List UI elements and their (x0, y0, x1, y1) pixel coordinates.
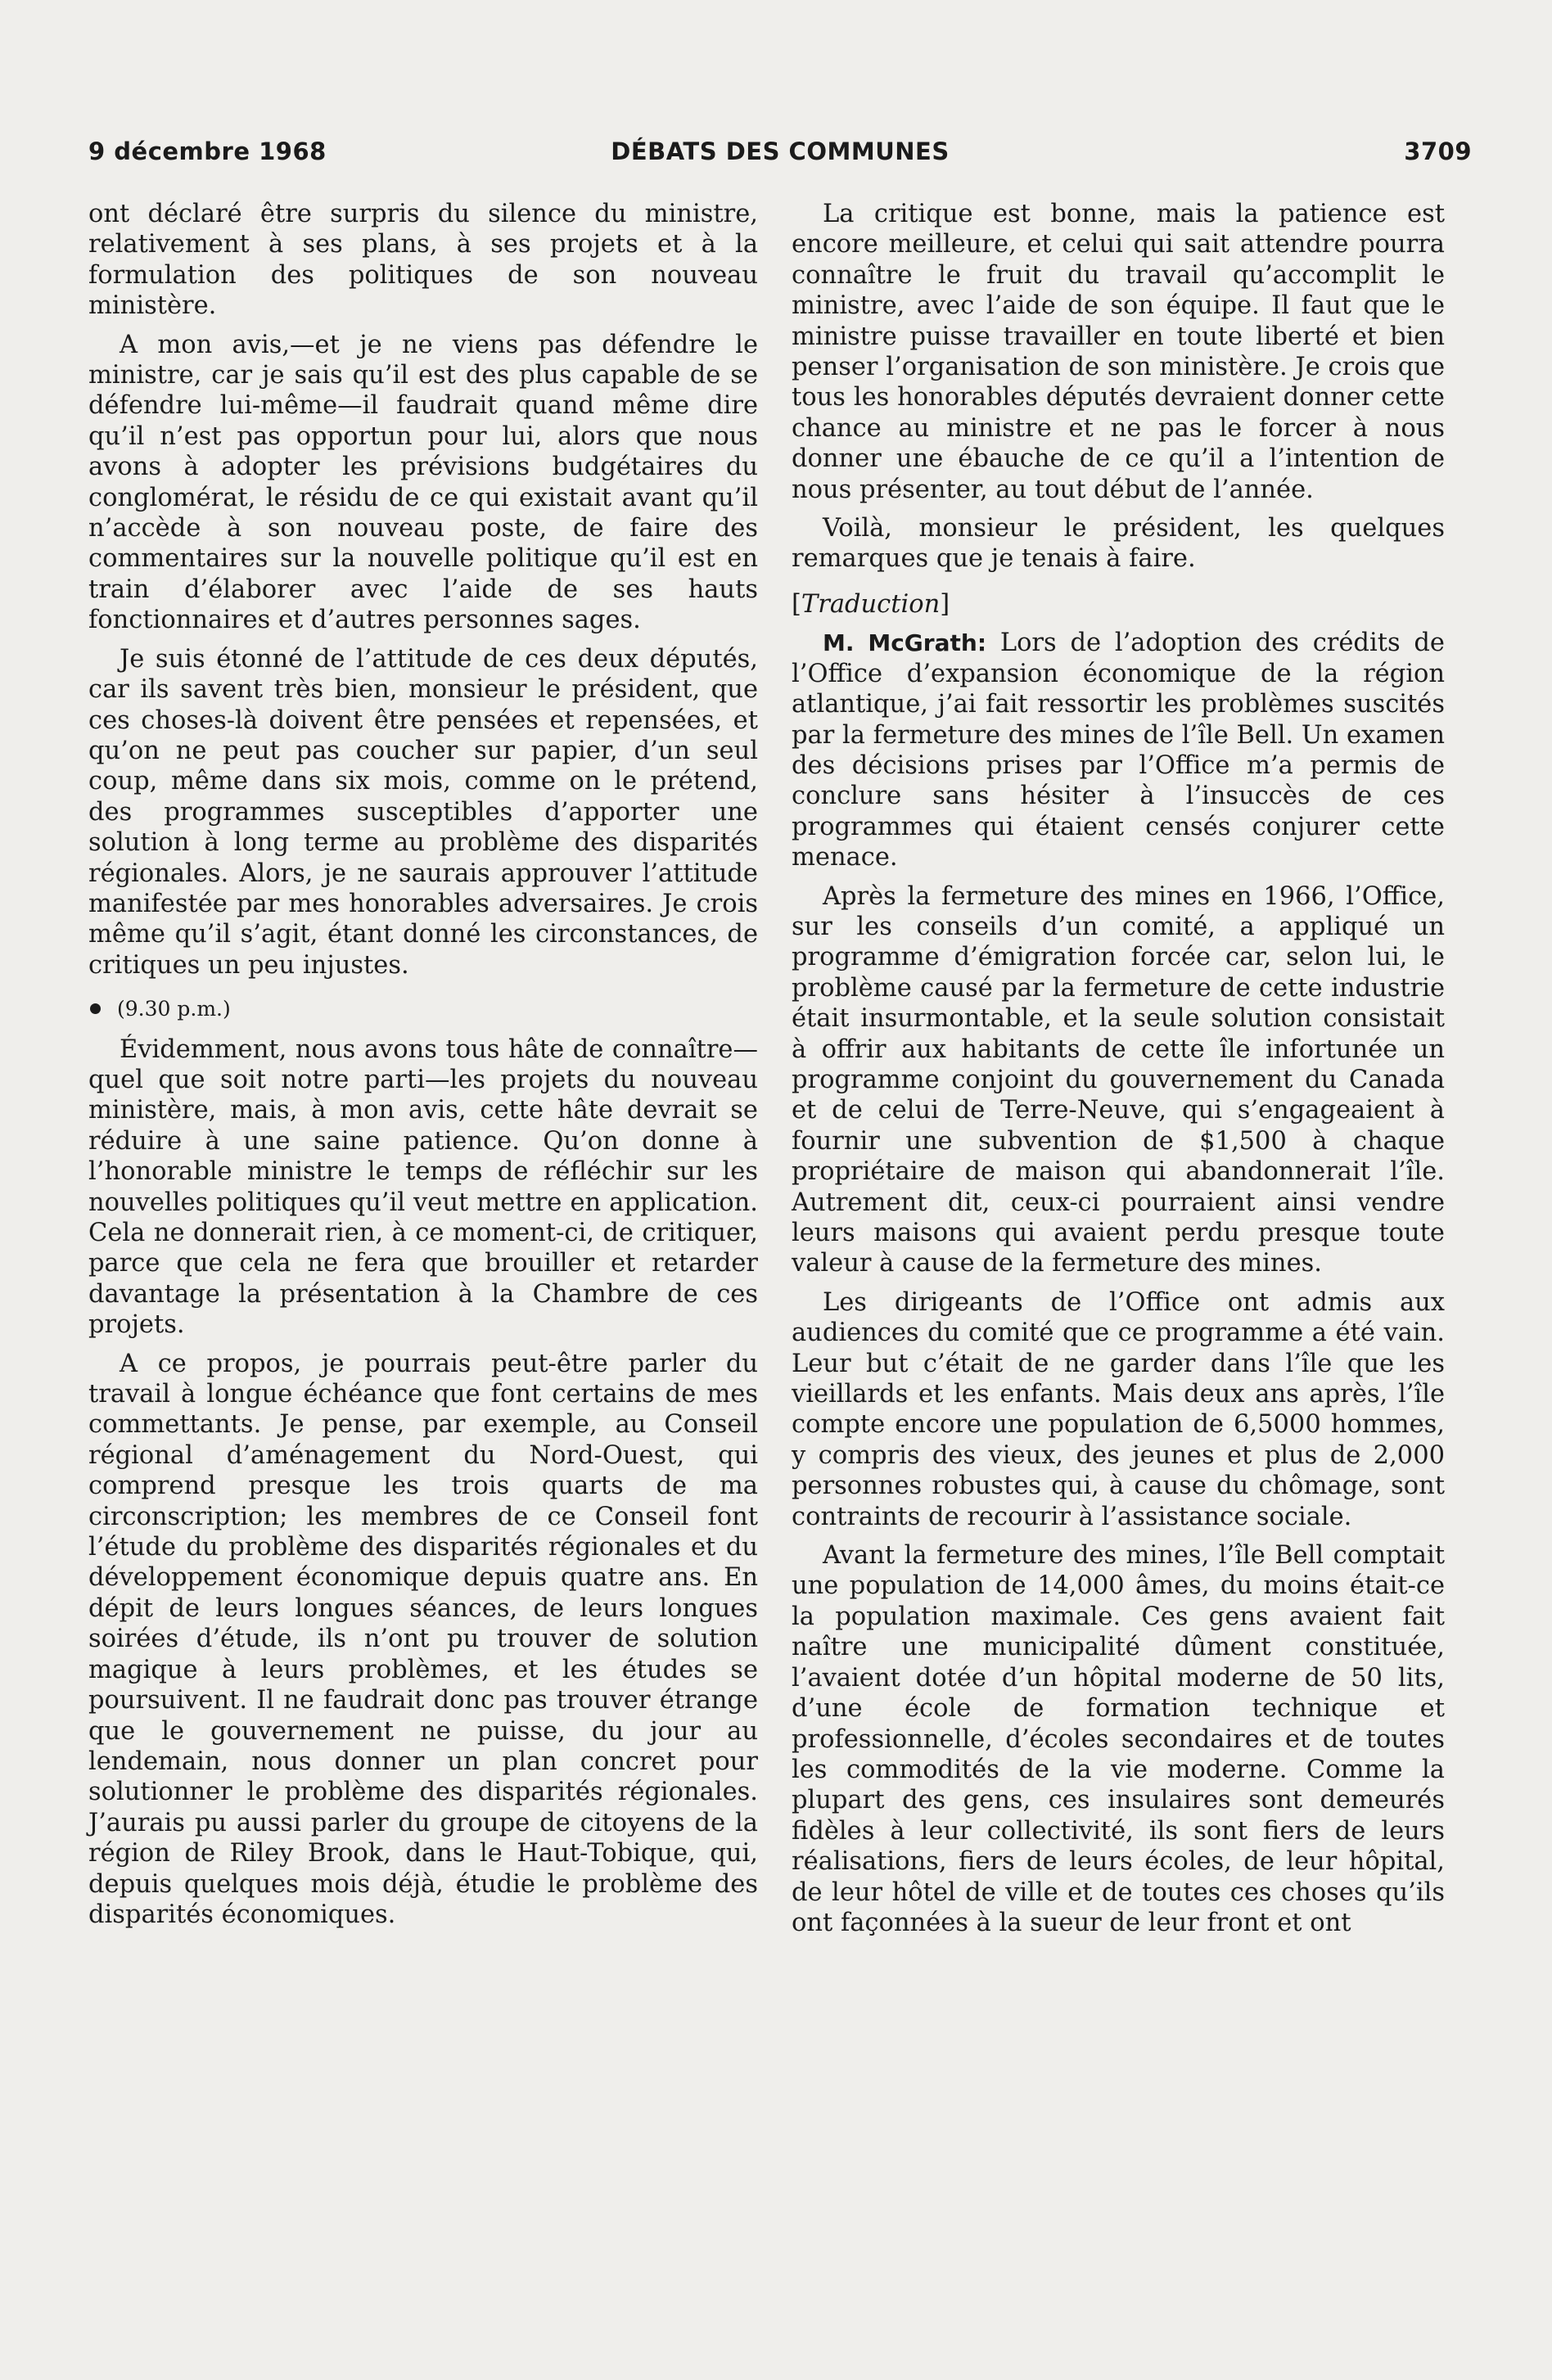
translation-tag: [Traduction] (792, 589, 950, 619)
header-date: 9 décembre 1968 (88, 137, 327, 165)
time-marker (88, 994, 758, 1024)
speaker-paragraph (792, 628, 1445, 872)
speaker-name: M. McGrath: (823, 629, 987, 657)
right-column (792, 199, 1445, 1946)
left-column (88, 199, 758, 1938)
paragraph: A ce propos, je pourrais peut-être parler du travail à longue échéance que font certains de mes commettants. Je pense, par exemple, au Conseil régional d’aménagement du Nord-Ouest, qui comprend presque les trois quarts de ma circonscription; les membres de ce Conseil font l’étude du problème des disparités régionales et du développement économique depuis quatre ans. En dépit de leurs longues séances, de leurs longues soirées d’étude, ils n’ont pu trouver de solution magique à leurs problèmes, et les études se poursuivent. Il ne faudrait donc pas trouver étrange que le gouvernement ne puisse, du jour au lendemain, nous donner un plan concret pour solutionner le problème des disparités régionales. J’aurais pu aussi parler du groupe de citoyens de la région de Riley Brook, dans le Haut-Tobique, qui, depuis quelques mois déjà, étudie le problème des disparités économiques. (88, 1349, 758, 1929)
paragraph: Après la fermeture des mines en 1966, l’Office, sur les conseils d’un comité, a appliqué un programme d’émigration forcée car, selon lui, le problème causé par la fermeture de cette industrie était insurmontable, et la seule solution consistait à offrir aux habitants de cette île infortunée un programme conjoint du gouvernement du Canada et de celui de Terre-Neuve, qui s’engageaient à fournir une subvention de $1,500 à chaque propriétaire de maison qui abandonnerait l’île. Autrement dit, ceux-ci pourraient ainsi vendre leurs maisons qui avaient perdu presque toute valeur à cause de la fermeture des mines. (792, 881, 1445, 1278)
paragraph: Évidemment, nous avons tous hâte de connaître—quel que soit notre parti—les projets du nouveau ministère, mais, à mon avis, cette hâte devrait se réduire à une saine patience. Qu’on donne à l’honorable ministre le temps de réfléchir sur les nouvelles politiques qu’il veut mettre en application. Cela ne donnerait rien, à ce moment-ci, de critiquer, parce que cela ne fera que brouiller et retarder davantage la présentation à la Chambre de ces projets. (88, 1034, 758, 1340)
speaker-text: Lors de l’adoption des crédits de l’Office d’expansion économique de la région atlantique, j’ai fait ressortir les problèmes suscités par la fermeture des mines de l’île Bell. Un examen des décisions prises par l’Office m’a permis de conclure sans hésiter à l’insuccès de ces programmes qui étaient censés conjurer cette menace. (792, 629, 1445, 872)
paragraph: ont déclaré être surpris du silence du ministre, relativement à ses plans, à ses projets et à la formulation des politiques de son nouveau ministère. (88, 200, 758, 321)
paragraph: A mon avis,—et je ne viens pas défendre le ministre, car je sais qu’il est des plus capable de se défendre lui-même—il faudrait quand même dire qu’il n’est pas opportun pour lui, alors que nous avons à adopter les prévisions budgétaires du conglomérat, le résidu de ce qui existait avant qu’il n’accède à son nouveau poste, de faire des commentaires sur la nouvelle politique qu’il est en train d’élaborer avec l’aide de ses hauts fonctionnaires et d’autres personnes sages. (88, 330, 758, 635)
page-header (88, 137, 1472, 170)
paragraph: Les dirigeants de l’Office ont admis aux audiences du comité que ce programme a été vain. Leur but c’était de ne garder dans l’île que les vieillards et les enfants. Mais deux ans après, l’île compte encore une population de 6,5000 hommes, y compris des vieux, des jeunes et plus de 2,000 personnes robustes qui, à cause du chômage, sont contraints de recourir à l’assistance sociale. (792, 1287, 1445, 1531)
paragraph: Avant la fermeture des mines, l’île Bell comptait une population de 14,000 âmes, du moins était-ce la population maximale. Ces gens avaient fait naître une municipalité dûment constituée, l’avaient dotée d’un hôpital moderne de 50 lits, d’une école de formation technique et professionnelle, d’écoles secondaires et de toutes les commodités de la vie moderne. Comme la plupart des gens, ces insulaires sont demeurés fidèles à leur collectivité, ils sont fiers de leurs réalisations, fiers de leurs écoles, de leur hôpital, de leur hôtel de ville et de toutes ces choses qu’ils ont façonnées à la sueur de leur front et ont (792, 1541, 1445, 1937)
time-marker-text: (9.30 p.m.) (117, 997, 231, 1021)
paragraph: La critique est bonne, mais la patience est encore meilleure, et celui qui sait attendre pourra connaître le fruit du travail qu’accomplit le ministre, avec l’aide de son équipe. Il faut que le ministre puisse travailler en toute liberté et bien penser l’organisation de son ministère. Je crois que tous les honorables députés devraient donner cette chance au ministre et ne pas le forcer à nous donner une ébauche de ce qu’il a l’intention de nous présenter, au tout début de l’année. (792, 200, 1445, 504)
paragraph: Voilà, monsieur le président, les quelques remarques que je tenais à faire. (792, 514, 1445, 574)
bullet-icon (90, 1003, 101, 1014)
header-page-number: 3709 (1404, 137, 1472, 165)
header-title: DÉBATS DES COMMUNES (611, 137, 950, 165)
translation-tag-text: Traduction (801, 589, 941, 619)
paragraph: Je suis étonné de l’attitude de ces deux députés, car ils savent très bien, monsieur le président, que ces choses-là doivent être pensées et repensées, et qu’on ne peut pas coucher sur papier, d’un seul coup, même dans six mois, comme on le prétend, des programmes susceptibles d’apporter une solution à long terme au problème des disparités régionales. Alors, je ne saurais approuver l’attitude manifestée par mes honorables adversaires. Je crois même qu’il s’agit, étant donné les circonstances, de critiques un peu injustes. (88, 644, 758, 980)
